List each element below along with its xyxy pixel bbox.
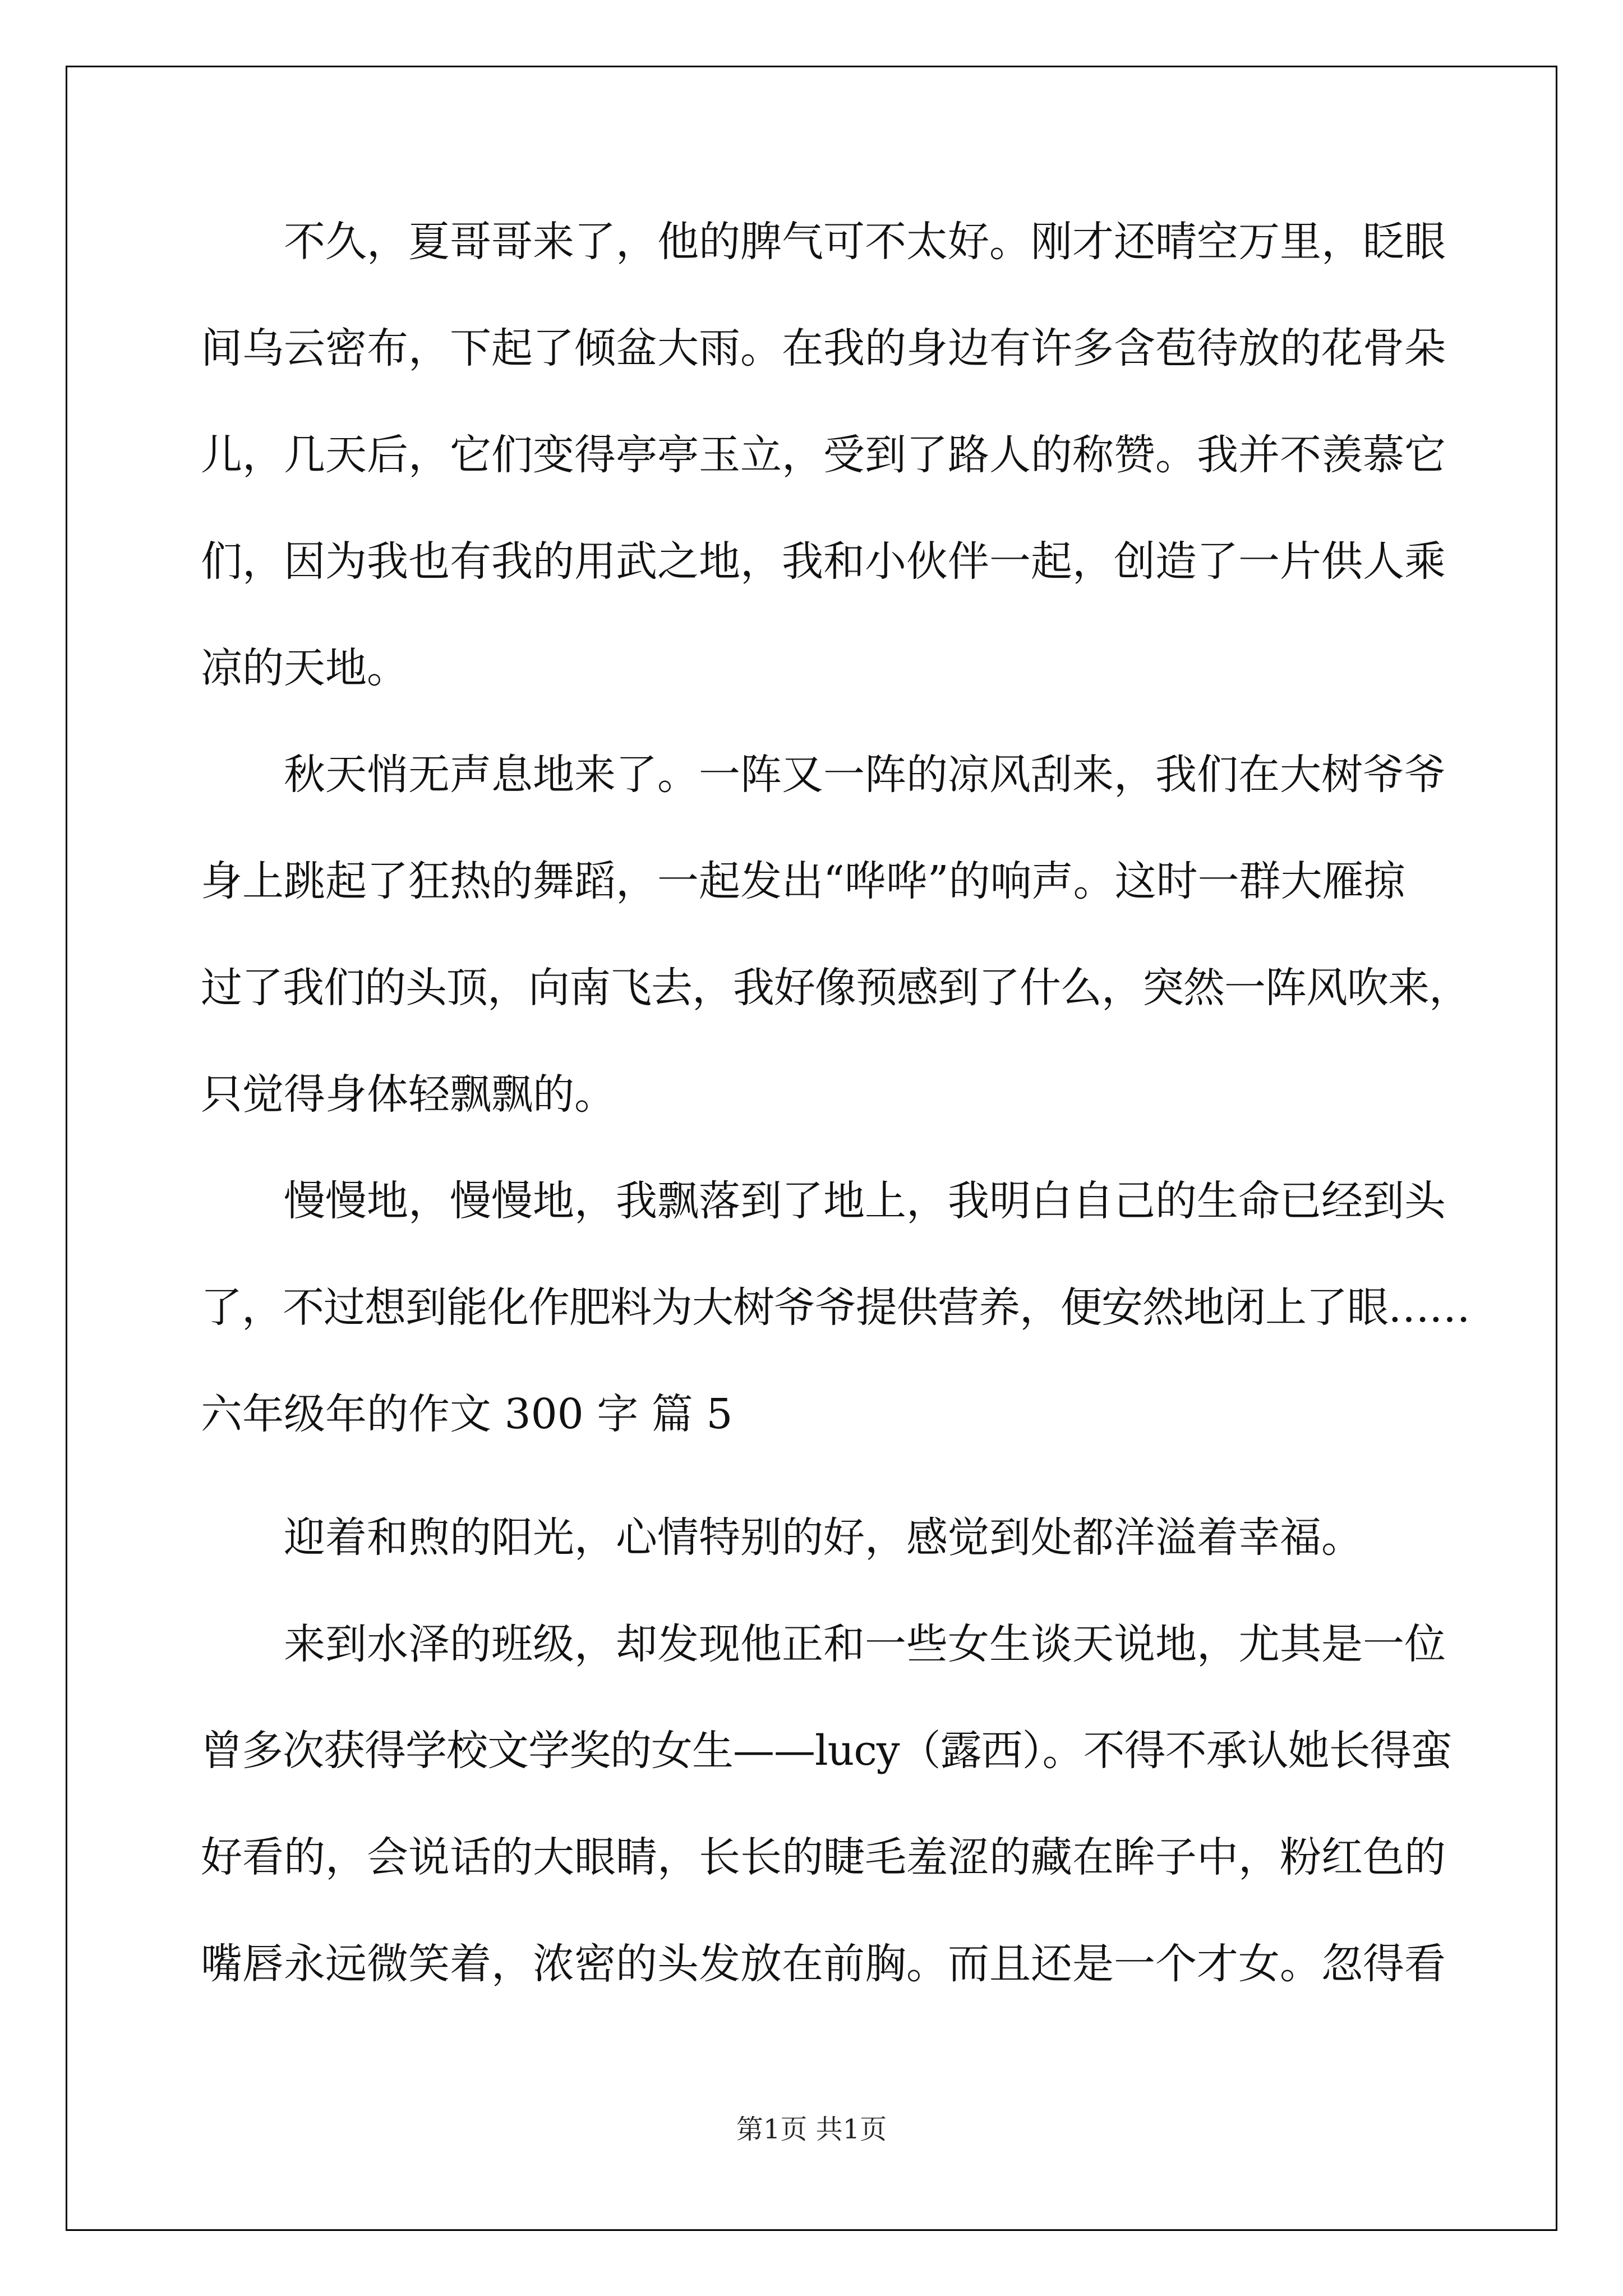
paragraph-line: 秋天悄无声息地来了。一阵又一阵的凉风刮来，我们在大树爷爷 [284, 751, 1446, 799]
paragraph-line: 曾多次获得学校文学奖的女生——lucy（露西）。不得不承认她长得蛮 [201, 1727, 1452, 1775]
page-footer: 第1页 共1页 [736, 2114, 887, 2145]
paragraph-line: 过了我们的头顶，向南飞去，我好像预感到了什么，突然一阵风吹来， [201, 964, 1470, 1012]
paragraph-line: 身上跳起了狂热的舞蹈，一起发出“哗哗”的响声。这时一群大雁掠 [201, 857, 1405, 905]
paragraph-line: 了，不过想到能化作肥料为大树爷爷提供营养，便安然地闭上了眼…… [201, 1283, 1470, 1332]
paragraph-line: 嘴唇永远微笑着，浓密的头发放在前胸。而且还是一个才女。忽得看 [201, 1940, 1446, 1988]
paragraph-line: 来到水泽的班级，却发现他正和一些女生谈天说地，尤其是一位 [284, 1620, 1446, 1668]
paragraph-line: 儿，几天后，它们变得亭亭玉立，受到了路人的称赞。我并不羡慕它 [201, 431, 1446, 479]
paragraph-line: 只觉得身体轻飘飘的。 [201, 1070, 616, 1119]
document-body [201, 215, 1470, 2044]
paragraph-line: 慢慢地，慢慢地，我飘落到了地上，我明白自己的生命已经到头 [284, 1177, 1446, 1225]
paragraph-line: 迎着和煦的阳光，心情特别的好，感觉到处都洋溢着幸福。 [284, 1513, 1363, 1562]
section-heading: 六年级年的作文 300 字 篇 5 [201, 1390, 733, 1438]
paragraph-line: 好看的，会说话的大眼睛，长长的睫毛羞涩的藏在眸子中，粉红色的 [201, 1833, 1446, 1881]
paragraph-line: 们，因为我也有我的用武之地，我和小伙伴一起，创造了一片供人乘 [201, 537, 1446, 586]
paragraph-line: 间乌云密布，下起了倾盆大雨。在我的身边有许多含苞待放的花骨朵 [201, 324, 1446, 372]
paragraph-line: 凉的天地。 [201, 644, 408, 692]
paragraph-line: 不久，夏哥哥来了，他的脾气可不太好。刚才还晴空万里，眨眼 [284, 218, 1446, 266]
